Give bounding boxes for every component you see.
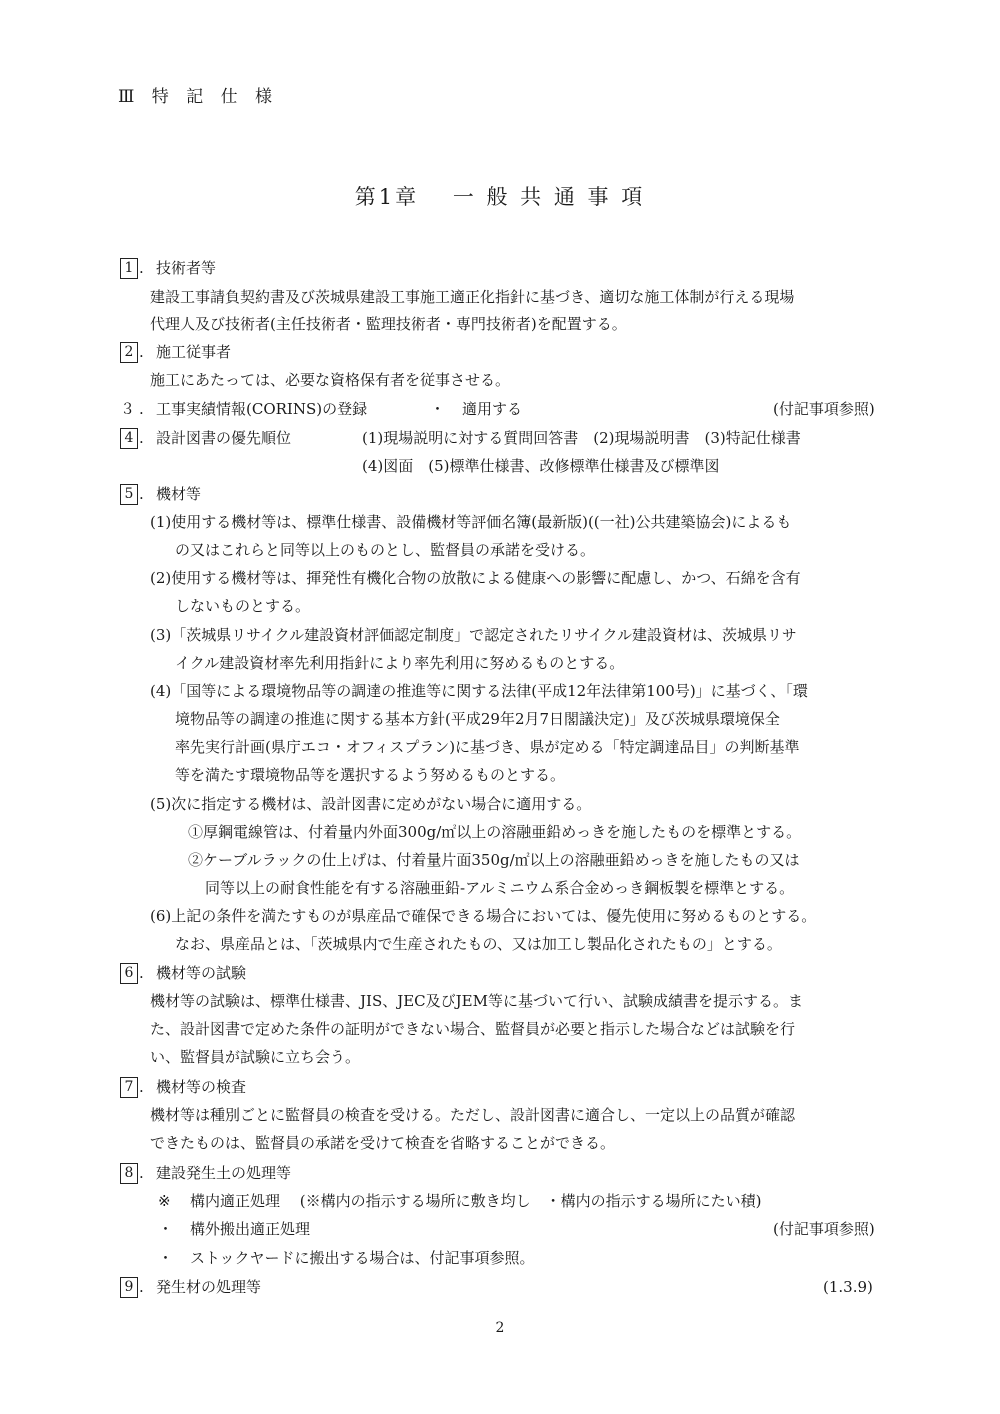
item-heading: 建設発生土の処理等 [156,1164,292,1182]
item-text-line: い、監督員が試験に立ち会う。 [150,1048,361,1066]
option-mark: ※ [158,1192,171,1210]
item-text-line: 同等以上の耐食性能を有する溶融亜鉛-アルミニウム系合金めっき鋼板製を標準とする。 [205,879,795,897]
item-text-line: 機材等の試験は、標準仕様書、JIS、JEC及びJEM等に基づいて行い、試験成績書を提示する。ま [150,992,803,1010]
chapter-title: 第1章 一 般 共 通 事 項 [354,185,646,209]
item-text-line: なお、県産品とは、「茨城県内で生産されたもの、又は加工し製品化されたもの」とする。 [175,935,782,953]
item-text-line: (2)使用する機材等は、揮発性有機化合物の放散による健康への影響に配慮し、かつ、石綿を含有 [150,569,801,587]
item-text-line: 代理人及び技術者(主任技術者・監理技術者・専門技術者)を配置する。 [150,315,627,333]
item-number-box: 8 [120,1163,138,1184]
section-title: Ⅲ 特 記 仕 様 [118,87,279,107]
item-text-line: 等を満たす環境物品等を選択するよう努めるものとする。 [175,766,566,784]
item-text-line: イクル建設資材率先利用指針により率先利用に努めるものとする。 [175,654,625,672]
option-text: 適用する [462,400,523,418]
item-number-period: . [139,259,144,277]
item-number-box: 5 [120,484,138,505]
item-text-line: (5)次に指定する機材は、設計図書に定めがない場合に適用する。 [150,795,592,813]
item-number-period: . [139,964,144,982]
option-text: 構外搬出適正処理 [190,1220,311,1238]
item-heading: 施工従事者 [156,343,232,361]
item-heading: 発生材の処理等 [156,1278,262,1296]
item-text-line: 施工にあたっては、必要な資格保有者を従事させる。 [150,371,511,389]
item-number-box: 7 [120,1077,138,1098]
reference-note: (付記事項参照) [773,1220,875,1238]
item-text-line: (3)「茨城県リサイクル建設資材評価認定制度」で認定されたリサイクル建設資材は、茨城県リサ [150,626,797,644]
reference-note: (付記事項参照) [773,400,875,418]
item-heading: 機材等の試験 [156,964,247,982]
item-text-line: ①厚鋼電線管は、付着量内外面300g/㎡以上の溶融亜鉛めっきを施したものを標準とする。 [188,823,802,841]
item-number-box: 2 [120,342,138,363]
item-number: ３ [120,400,136,418]
item-number-period: . [139,485,144,503]
item-number-period: . [139,1078,144,1096]
item-heading: 機材等 [156,485,202,503]
page-number: 2 [495,1320,505,1336]
item-number-box: 9 [120,1277,138,1298]
option-mark: ・ [158,1249,174,1267]
item-text-line: た、設計図書で定めた条件の証明ができない場合、監督員が必要と指示した場合などは試験を行 [150,1020,796,1038]
item-number-period: . [139,343,144,361]
item-text-line: 率先実行計画(県庁エコ・オフィスプラン)に基づき、県が定める「特定調達品目」の判断基準 [175,738,800,756]
item-text-line: 建設工事請負契約書及び茨城県建設工事施工適正化指針に基づき、適切な施工体制が行える現場 [150,288,795,306]
item-number-period: . [139,1278,144,1296]
item-number-period: . [139,1164,144,1182]
item-heading: 技術者等 [156,259,217,277]
option-bullet: ・ [430,400,446,418]
option-mark: ・ [158,1220,174,1238]
item-number-period: . [139,400,144,418]
priority-line: (4)図面 (5)標準仕様書、改修標準仕様書及び標準図 [362,457,720,475]
item-text-line: しないものとする。 [175,597,311,615]
item-text-line: 境物品等の調達の推進に関する基本方針(平成29年2月7日閣議決定)」及び茨城県環境保全 [175,710,780,728]
option-text: 構内適正処理 (※構内の指示する場所に敷き均し ・構内の指示する場所にたい積) [190,1192,762,1210]
item-number-box: 4 [120,428,138,449]
item-number-box: 6 [120,963,138,984]
item-number-box: 1 [120,258,138,279]
item-text-line: できたものは、監督員の承諾を受けて検査を省略することができる。 [150,1134,616,1152]
item-heading: 機材等の検査 [156,1078,247,1096]
item-heading: 設計図書の優先順位 [156,429,292,447]
item-heading: 工事実績情報(CORINS)の登録 [156,400,368,418]
item-text-line: の又はこれらと同等以上のものとし、監督員の承諾を受ける。 [175,541,596,559]
item-text-line: (4)「国等による環境物品等の調達の推進等に関する法律(平成12年法律第100号)」に基づく、「環 [150,682,808,700]
item-number-period: . [139,429,144,447]
item-text-line: 機材等は種別ごとに監督員の検査を受ける。ただし、設計図書に適合し、一定以上の品質が確認 [150,1106,796,1124]
item-text-line: ②ケーブルラックの仕上げは、付着量片面350g/㎡以上の溶融亜鉛めっきを施したもの又は [188,851,800,869]
item-text-line: (6)上記の条件を満たすものが県産品で確保できる場合においては、優先使用に努めるものとする。 [150,907,817,925]
priority-line: (1)現場説明に対する質問回答書 (2)現場説明書 (3)特記仕様書 [362,429,801,447]
item-text-line: (1)使用する機材等は、標準仕様書、設備機材等評価名簿(最新版)((一社)公共建築協会)によるも [150,513,792,531]
option-text: ストックヤードに搬出する場合は、付記事項参照。 [190,1249,535,1267]
reference-note: (1.3.9) [823,1278,873,1296]
